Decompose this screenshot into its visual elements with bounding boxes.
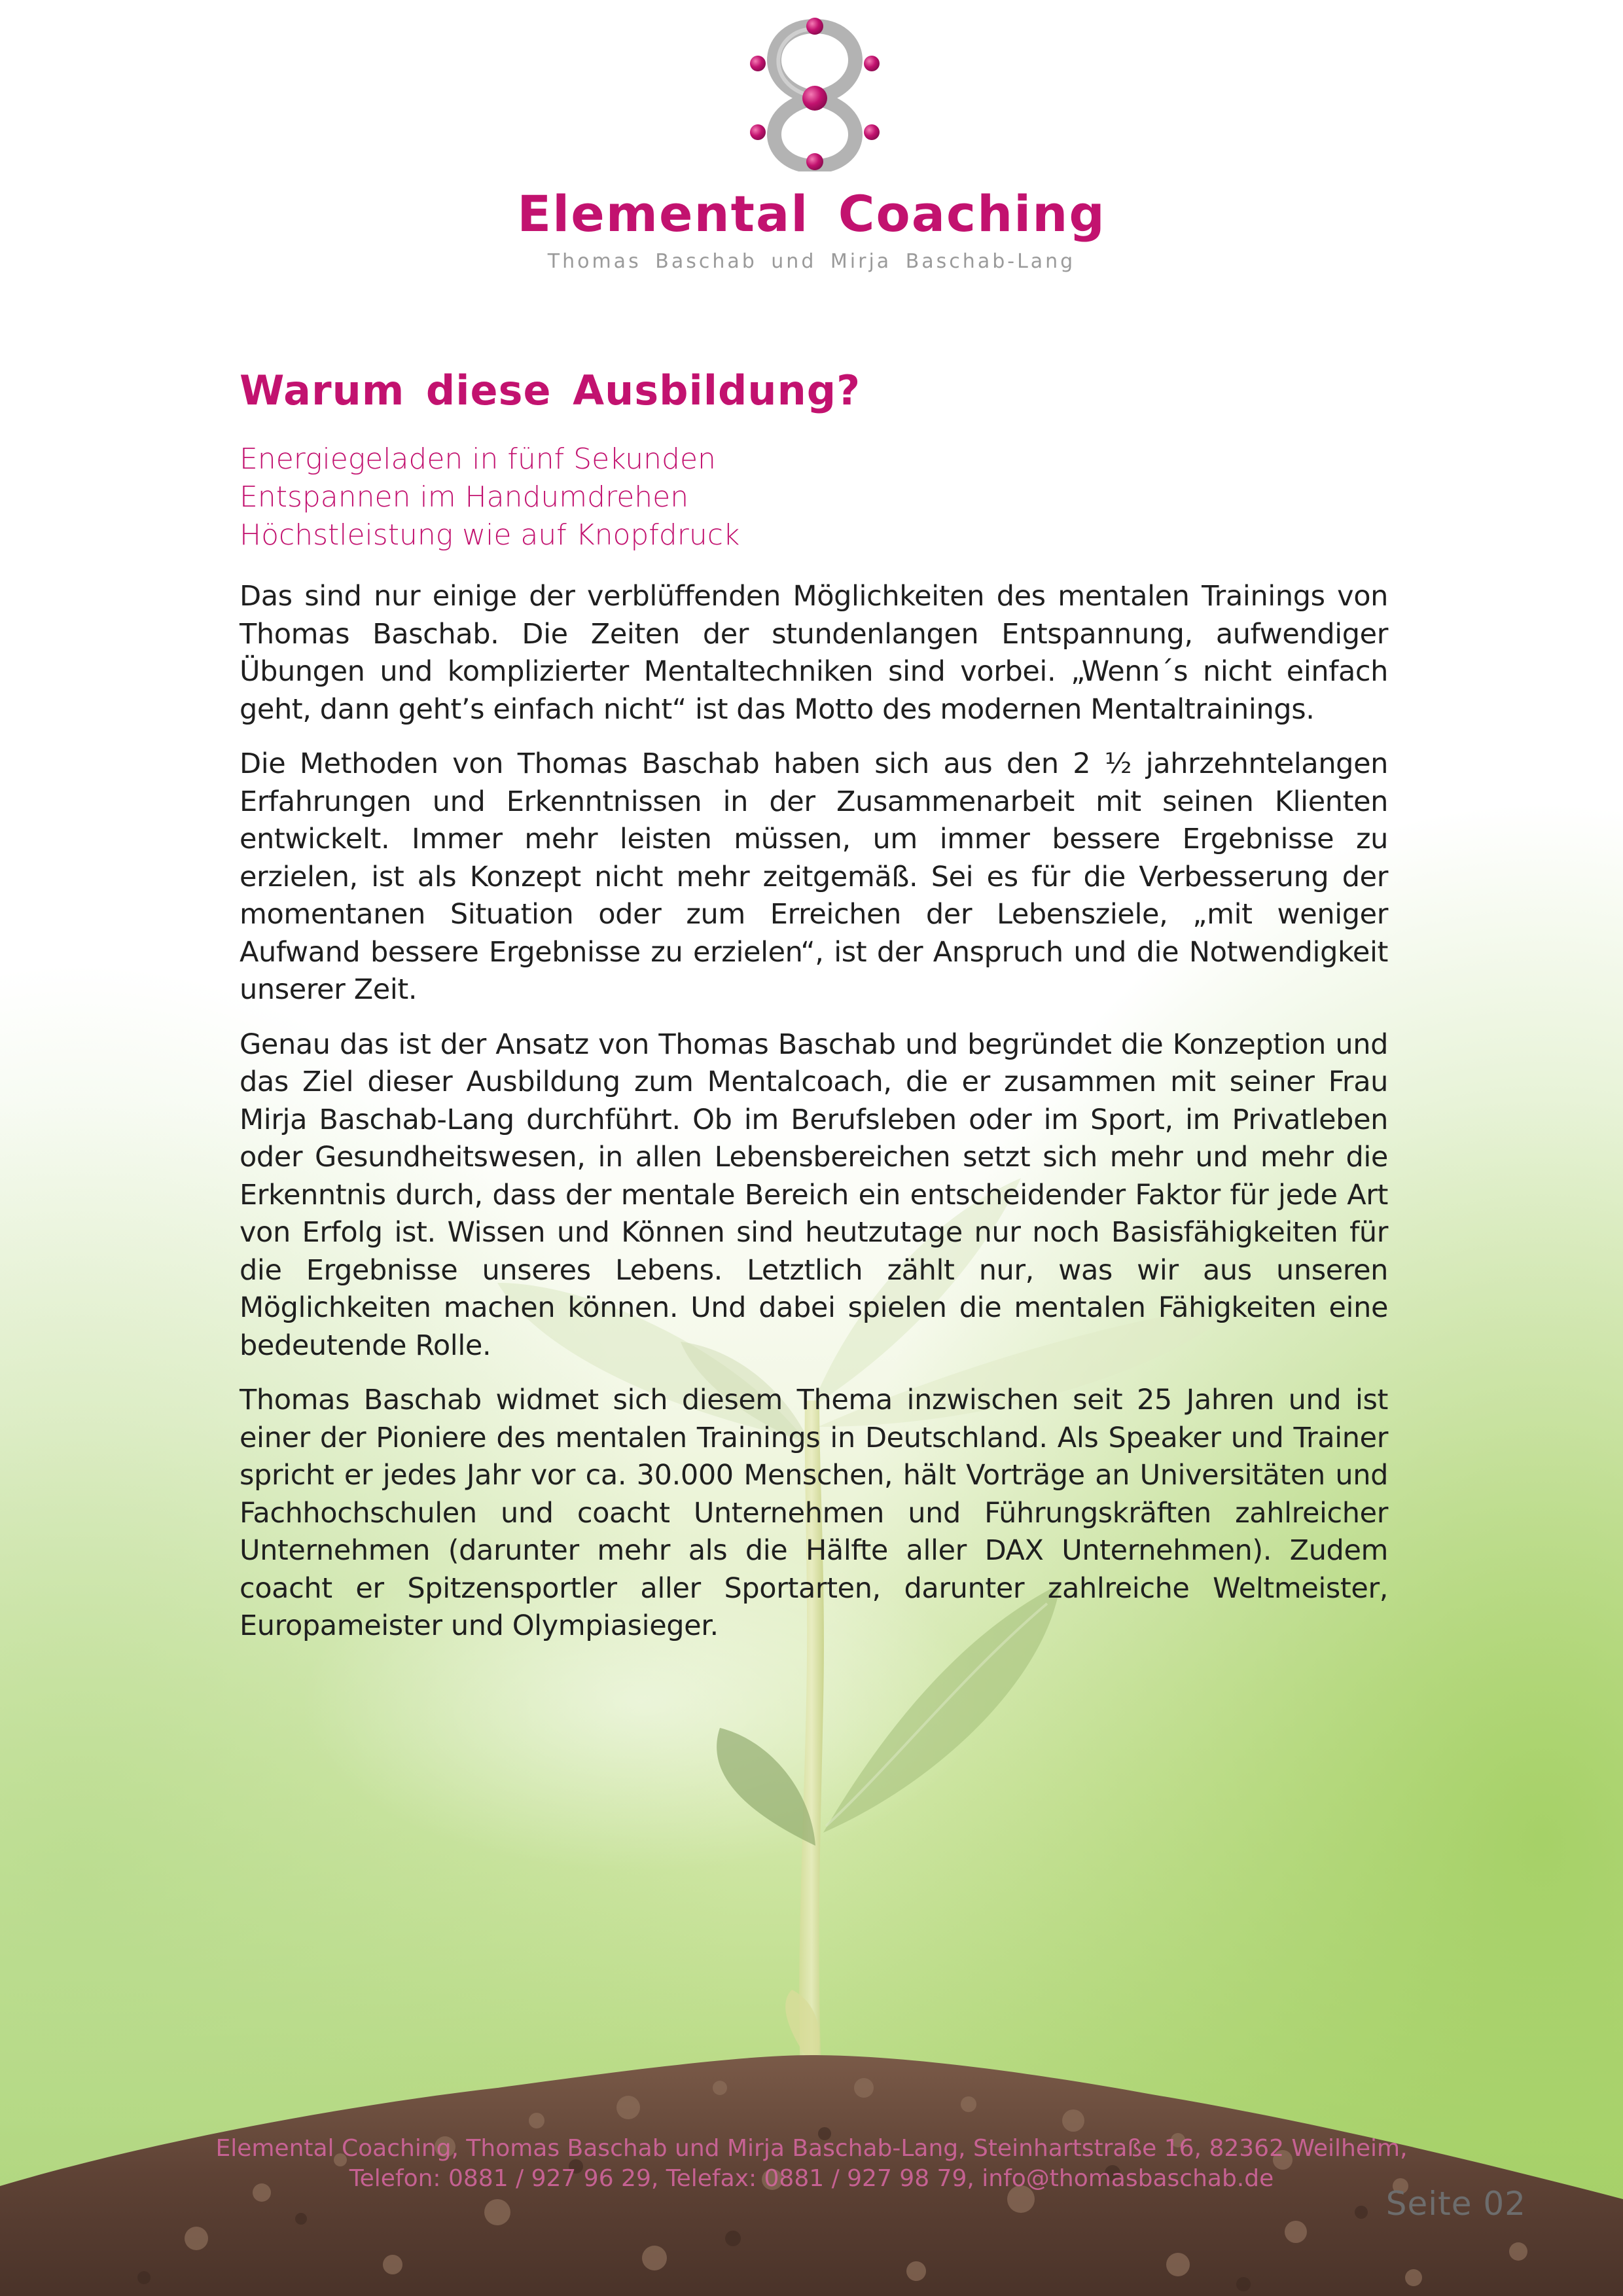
tagline-item: Entspannen im Handumdrehen xyxy=(240,480,689,514)
tagline-list xyxy=(240,440,1388,554)
page-number: Seite 02 xyxy=(1385,2185,1526,2223)
section-heading: Warum diese Ausbildung? xyxy=(240,367,861,414)
body-paragraph: Die Methoden von Thomas Baschab haben sich aus den 2 ½ jahrzehntelangen Erfahrungen und Erkenntnissen in der Zusammenarbeit mit seinen Klienten entwickelt. Immer mehr leisten müssen, um immer bessere Ergebnisse zu erzielen, ist als Konzept nicht mehr zeitgemäß. Sei es für die Verbesserung der momentanen Situation oder zum Erreichen der Lebensziele, „mit weniger Aufwand bessere Ergebnisse zu erzielen“, ist der Anspruch und die Notwendigkeit unserer Zeit. xyxy=(240,747,1388,1006)
body-paragraph: Thomas Baschab widmet sich diesem Thema inzwischen seit 25 Jahren und ist einer der Pioniere des mentalen Trainings in Deutschland. Als Speaker und Trainer spricht er jedes Jahr vor ca. 30.000 Menschen, hält Vorträge an Universitäten und Fachhochschulen und coacht Unternehmen und Führungskräften zahlreicher Unternehmen (darunter mehr als die Hälfte aller DAX Unternehmen). Zudem coacht er Spitzensportler aller Sportarten, darunter zahlreiche Weltmeister, Europameister und Olympiasieger. xyxy=(240,1384,1388,1642)
tagline-item: Energiegeladen in fünf Sekunden xyxy=(240,442,716,476)
footer-contact-line: Telefon: 0881 / 927 96 29, Telefax: 0881 / 927 98 79, info@thomasbaschab.de xyxy=(349,2165,1274,2192)
brand-subtitle: Thomas Baschab und Mirja Baschab-Lang xyxy=(547,250,1076,273)
brand-title: Elemental Coaching xyxy=(517,185,1106,243)
main-content xyxy=(240,367,1388,1662)
body-paragraph: Das sind nur einige der verblüffenden Möglichkeiten des mentalen Trainings von Thomas Baschab. Die Zeiten der stundenlangen Entspannung, aufwendiger Übungen und komplizierter Mentaltechniken sind vorbei. „Wenn´s nicht einfach geht, dann geht’s einfach nicht“ ist das Motto des modernen Mentaltrainings. xyxy=(240,580,1388,726)
footer-contact xyxy=(0,2134,1623,2194)
footer-address-line: Elemental Coaching, Thomas Baschab und Mirja Baschab-Lang, Steinhartstraße 16, 82362 Weilheim, xyxy=(215,2135,1408,2162)
elemental-coaching-logo xyxy=(740,14,890,171)
body-paragraph: Genau das ist der Ansatz von Thomas Baschab und begründet die Konzeption und das Ziel dieser Ausbildung zum Mentalcoach, die er zusammen mit seiner Frau Mirja Baschab-Lang durchführt. Ob im Berufsleben oder im Sport, im Privatleben oder Gesundheitswesen, in allen Lebensbereichen setzt sich mehr und mehr die Erkenntnis durch, dass der mentale Bereich ein entscheidender Faktor für jede Art von Erfolg ist. Wissen und Können sind heutzutage nur noch Basisfähigkeiten für die Ergebnisse unseres Lebens. Letztlich zählt nur, was wir aus unseren Möglichkeiten machen können. Und dabei spielen die mentalen Fähigkeiten eine bedeutende Rolle. xyxy=(240,1028,1388,1362)
tagline-item: Höchstleistung wie auf Knopfdruck xyxy=(240,518,740,552)
